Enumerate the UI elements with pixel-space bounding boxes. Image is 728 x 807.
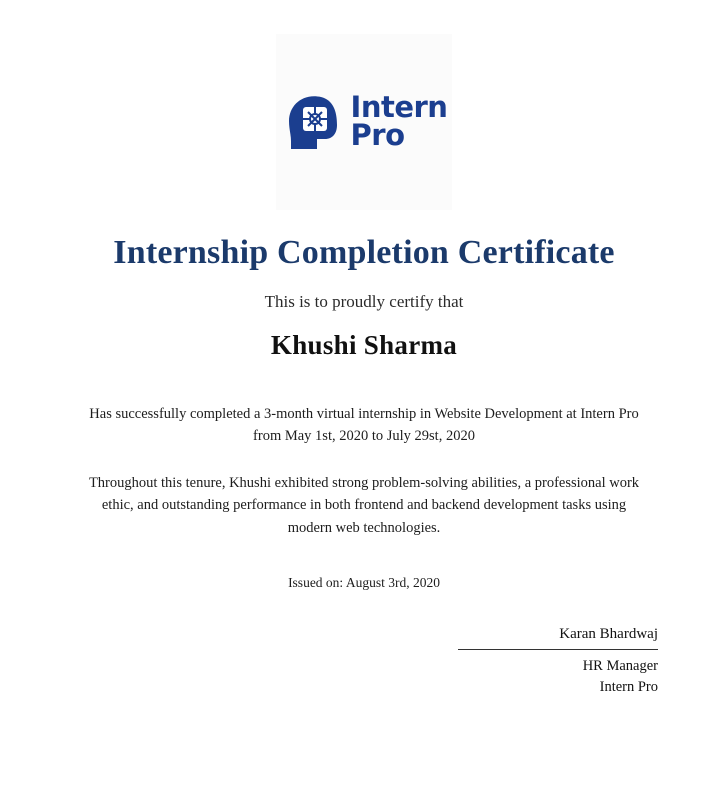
certificate-page bbox=[0, 34, 728, 807]
logo bbox=[281, 91, 448, 153]
logo-line-2: Pro bbox=[350, 118, 405, 152]
signature-block bbox=[458, 626, 658, 698]
certificate-subtitle: This is to proudly certify that bbox=[264, 292, 464, 311]
signatory-role: HR Manager bbox=[582, 658, 658, 674]
certificate-paragraph-1: Has successfully completed a 3-month virtual internship in Website Development at Intern Pro from May 1st, 2020 to July 29st, 2020 bbox=[89, 406, 639, 445]
signatory-name: Karan Bhardwaj bbox=[559, 626, 658, 642]
brain-head-icon bbox=[281, 91, 343, 153]
certificate-paragraph-2: Throughout this tenure, Khushi exhibited strong problem-solving abilities, a professional work ethic, and outstanding performance in both frontend and backend development tasks using modern web technologies. bbox=[88, 474, 640, 536]
signatory-organization: Intern Pro bbox=[599, 679, 658, 696]
logo-container bbox=[276, 34, 452, 210]
logo-wordmark bbox=[350, 90, 448, 152]
recipient-name: Khushi Sharma bbox=[270, 330, 458, 360]
page-title: Internship Completion Certificate bbox=[113, 234, 615, 271]
signature-line bbox=[458, 649, 658, 650]
logo-line-1: Intern bbox=[350, 90, 448, 125]
issue-date: Issued on: August 3rd, 2020 bbox=[288, 575, 440, 591]
